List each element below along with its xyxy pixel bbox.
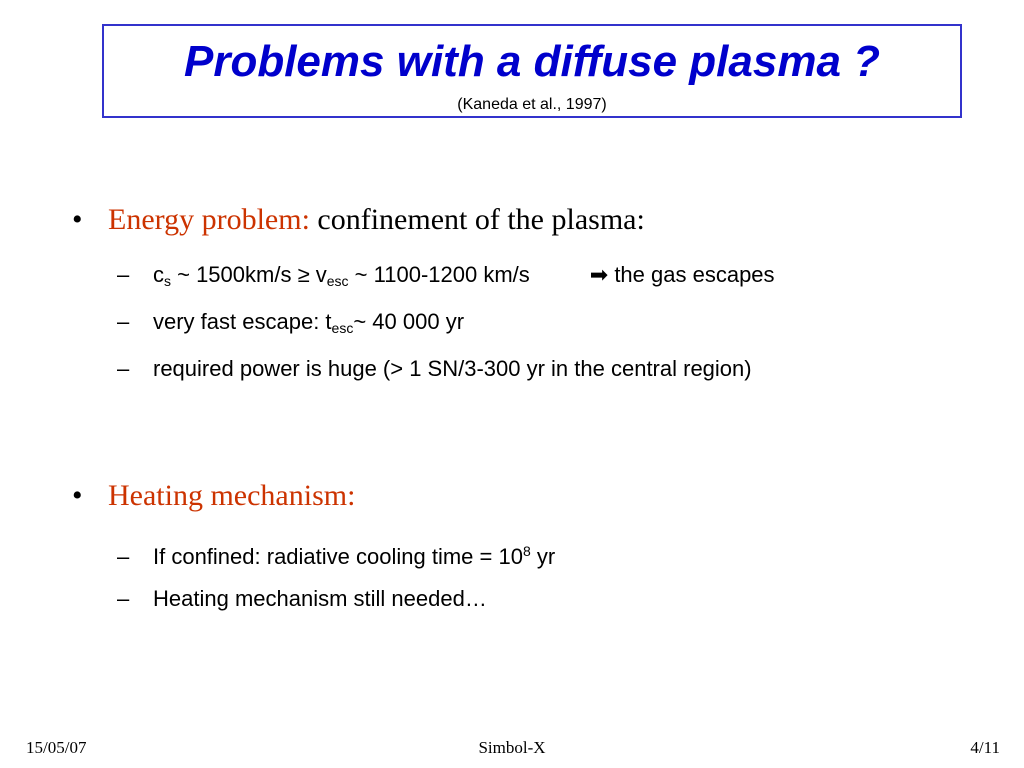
dash-marker: – <box>117 586 130 611</box>
superscript: 8 <box>522 543 531 559</box>
sub-item-escape-time <box>117 308 464 342</box>
subscript: esc <box>326 273 349 289</box>
footer-page-number: 4/11 <box>970 738 1000 757</box>
subscript: s <box>164 273 171 289</box>
bullet-text: confinement of the plasma: <box>309 203 645 236</box>
text-part: required power is huge (> 1 SN/3-300 yr in the central region) <box>153 356 752 381</box>
text-part: ~ 1500km/s ≥ v <box>171 262 327 287</box>
text-part: ~ 1100-1200 km/s <box>348 262 530 287</box>
bullet-marker: • <box>72 479 83 512</box>
slide-title: Problems with a diffuse plasma ? <box>183 37 881 86</box>
bullet-energy-problem <box>72 202 645 238</box>
footer-date: 15/05/07 <box>26 738 87 757</box>
text-part: Heating mechanism still needed… <box>153 586 487 611</box>
text-part: ~ 40 000 yr <box>353 309 465 334</box>
dash-marker: – <box>117 309 130 334</box>
bullet-heating-mechanism <box>72 478 355 514</box>
sub-item-heating-needed <box>117 585 487 613</box>
subscript: esc <box>331 320 354 336</box>
dash-marker: – <box>117 544 130 569</box>
text-part: c <box>153 262 164 287</box>
sub-item-cooling-time <box>117 537 555 571</box>
dash-marker: – <box>117 262 130 287</box>
sub-item-sound-speed <box>117 261 775 295</box>
bullet-marker: • <box>72 203 83 236</box>
text-part: yr <box>530 544 556 569</box>
sub-item-required-power <box>117 355 752 383</box>
arrow-text: the gas escapes <box>608 262 775 287</box>
dash-marker: – <box>117 356 130 381</box>
bullet-lead: Heating mechanism: <box>108 479 356 512</box>
slide-subtitle: (Kaneda et al., 1997) <box>457 96 607 113</box>
text-part: If confined: radiative cooling time = 10 <box>153 544 523 569</box>
text-part: very fast escape: t <box>153 309 332 334</box>
right-arrow-icon: ➡ <box>589 262 609 287</box>
footer-title: Simbol-X <box>478 738 546 757</box>
bullet-lead: Energy problem: <box>108 203 310 236</box>
title-box <box>102 24 962 118</box>
